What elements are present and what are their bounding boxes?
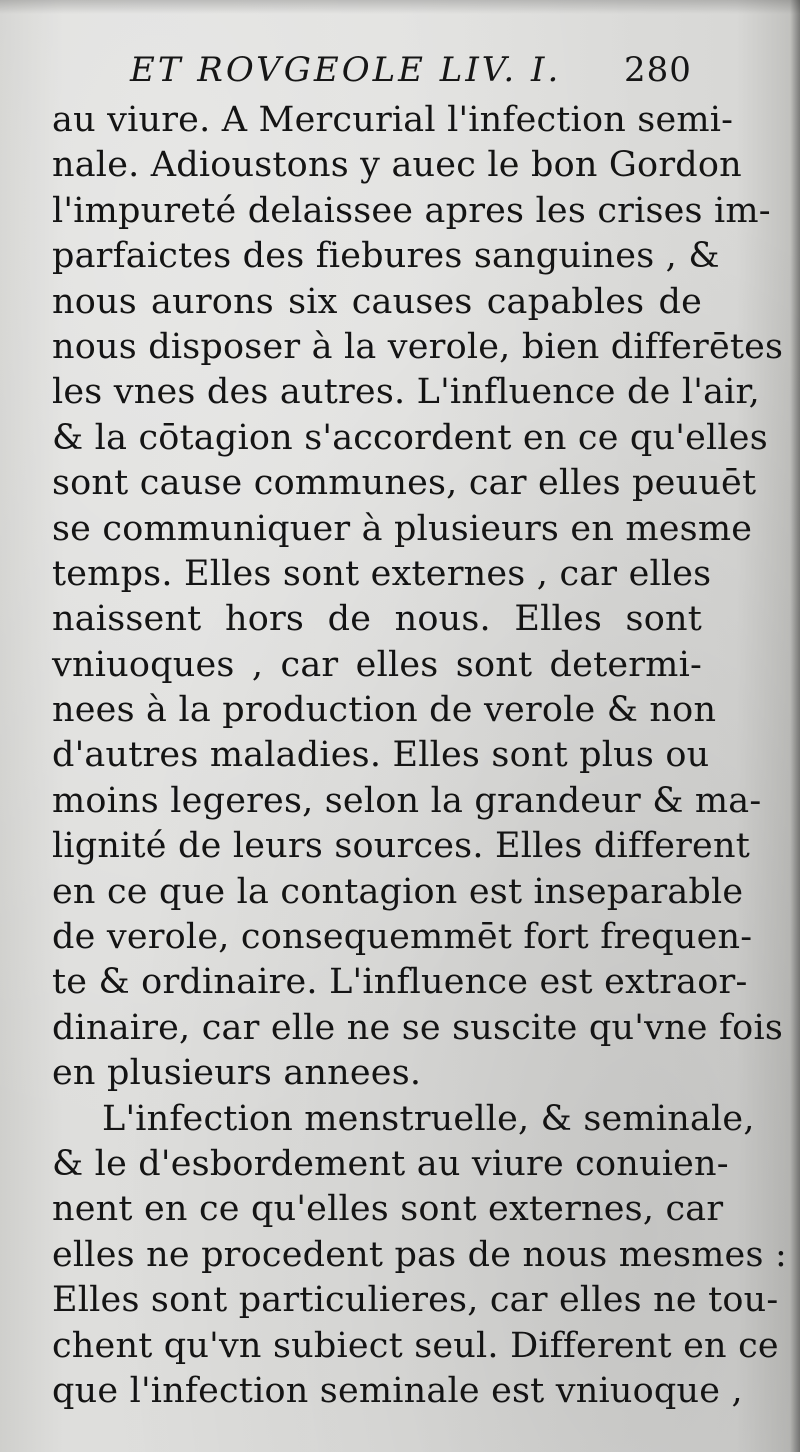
text-line: se communiquer à plusieurs en mesme: [52, 508, 753, 549]
text-line: te & ordinaire. L'influence est extraor-: [52, 962, 748, 1003]
text-line: temps. Elles sont externes , car elles: [52, 553, 712, 594]
text-line: & la cōtagion s'accordent en ce qu'elles: [52, 417, 768, 458]
text-line: & le d'esbordement au viure conuien-: [52, 1143, 729, 1184]
text-line: nale. Adioustons y auec le bon Gordon: [52, 145, 742, 186]
text-line: elles ne procedent pas de nous mesmes :: [52, 1234, 787, 1275]
page-top-shadow: [0, 0, 800, 14]
text-line: naissent hors de nous. Elles sont: [52, 599, 702, 640]
text-line: nees à la production de verole & non: [52, 690, 717, 731]
text-line: les vnes des autres. L'influence de l'air,: [52, 372, 760, 413]
text-line: dinaire, car elle ne se suscite qu'vne fois: [52, 1007, 784, 1048]
text-line: moins legeres, selon la grandeur & ma-: [52, 780, 762, 821]
text-line: en ce que la contagion est inseparable: [52, 871, 744, 912]
text-line: Elles sont particulieres, car elles ne tou-: [52, 1280, 779, 1321]
text-line: l'impureté delaissee apres les crises im-: [52, 190, 771, 231]
text-line: d'autres maladies. Elles sont plus ou: [52, 735, 710, 776]
text-line: vniuoques , car elles sont determi-: [52, 644, 702, 685]
body-text: [52, 98, 787, 1414]
paragraph-2: [52, 1097, 787, 1415]
text-line: en plusieurs annees.: [52, 1053, 422, 1094]
paragraph-1: [52, 98, 784, 1097]
page-number: 280: [624, 50, 692, 90]
text-line: au viure. A Mercurial l'infection semi-: [52, 100, 734, 140]
text-line: L'infection menstruelle, & seminale,: [102, 1098, 755, 1139]
text-line: chent qu'vn subiect seul. Different en ce: [52, 1325, 779, 1366]
running-title: ET ROVGEOLE LIV. I.: [130, 50, 562, 90]
text-line: nent en ce qu'elles sont externes, car: [52, 1189, 724, 1230]
text-line: parfaictes des fiebures sanguines , &: [52, 236, 720, 277]
running-header: [130, 50, 690, 100]
text-line: nous disposer à la verole, bien differētes: [52, 326, 784, 367]
text-line: sont cause communes, car elles peuuēt: [52, 463, 757, 504]
text-line: nous aurons six causes capables de: [52, 281, 702, 322]
text-line: que l'infection seminale est vniuoque ,: [52, 1370, 743, 1411]
text-line: lignité de leurs sources. Elles different: [52, 826, 750, 867]
text-line: de verole, consequemmēt fort frequen-: [52, 917, 753, 958]
page-gutter-shadow: [790, 0, 800, 1452]
